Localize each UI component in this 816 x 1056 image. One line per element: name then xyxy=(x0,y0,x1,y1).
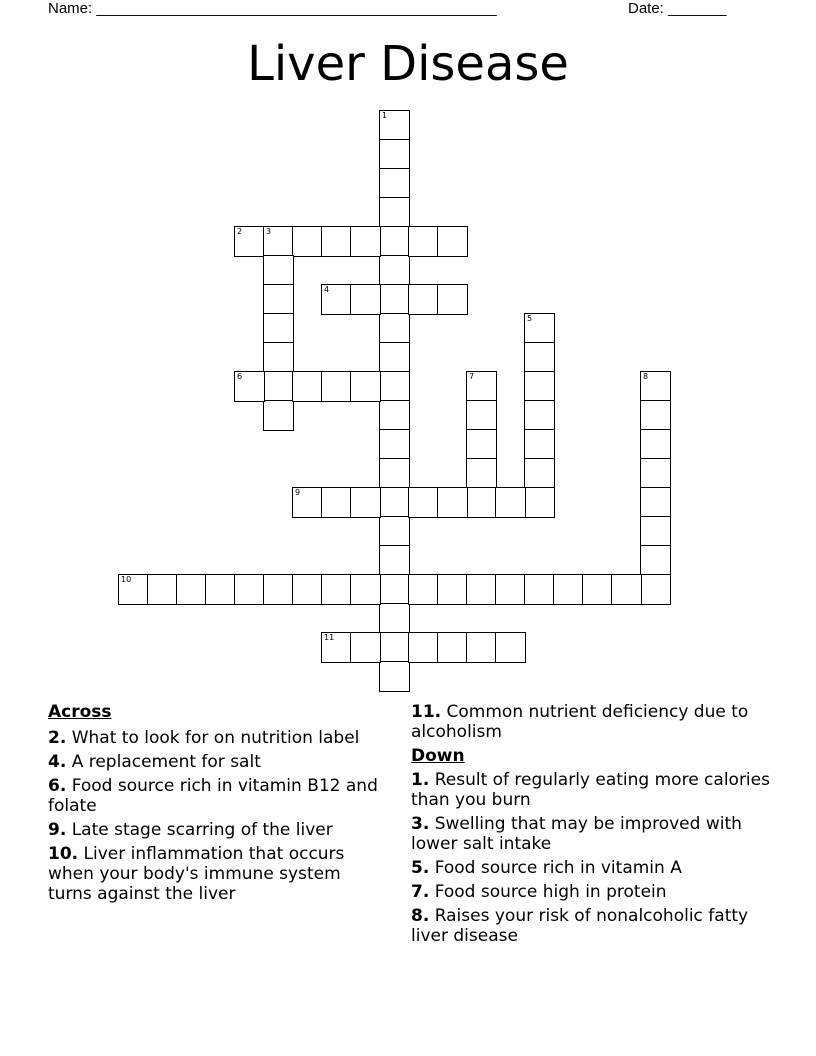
grid-cell[interactable] xyxy=(379,574,410,605)
clue-text: A replacement for salt xyxy=(71,752,261,772)
grid-cell[interactable] xyxy=(263,255,294,286)
grid-cell[interactable] xyxy=(234,574,265,605)
clue-text: Raises your risk of nonalcoholic fatty liver disease xyxy=(411,906,749,946)
grid-cell[interactable] xyxy=(234,371,265,402)
page-title: Liver Disease xyxy=(247,36,569,92)
clue-number: 4. xyxy=(48,752,67,772)
grid-cell[interactable] xyxy=(437,284,468,315)
grid-cell[interactable] xyxy=(466,574,497,605)
grid-cell[interactable] xyxy=(408,284,439,315)
grid-cell[interactable] xyxy=(379,516,410,547)
grid-cell[interactable] xyxy=(379,139,410,170)
cell-number: 5 xyxy=(527,314,533,323)
clue-text: Late stage scarring of the liver xyxy=(71,820,333,840)
grid-cell[interactable] xyxy=(321,487,352,518)
grid-cell[interactable] xyxy=(524,371,555,402)
clue-down-8 xyxy=(411,906,771,946)
grid-cell[interactable] xyxy=(292,487,323,518)
grid-cell[interactable] xyxy=(379,226,410,257)
grid-cell[interactable] xyxy=(263,342,294,373)
clue-number: 9. xyxy=(48,820,67,840)
grid-cell[interactable] xyxy=(379,342,410,373)
grid-cell[interactable] xyxy=(437,226,468,257)
grid-cell[interactable] xyxy=(466,458,497,489)
grid-cell[interactable] xyxy=(466,371,497,402)
grid-cell[interactable] xyxy=(524,342,555,373)
grid-cell[interactable] xyxy=(379,632,410,663)
grid-cell[interactable] xyxy=(263,574,294,605)
across-heading: Across xyxy=(48,702,112,722)
clue-across-11 xyxy=(411,702,771,742)
grid-cell[interactable] xyxy=(408,487,439,518)
clue-text: Common nutrient deficiency due to alcoholism xyxy=(411,702,749,742)
grid-cell[interactable] xyxy=(524,487,555,518)
grid-cell[interactable] xyxy=(379,284,410,315)
grid-cell[interactable] xyxy=(350,632,381,663)
grid-cell[interactable] xyxy=(234,226,265,257)
grid-cell[interactable] xyxy=(640,371,671,402)
grid-cell[interactable] xyxy=(118,574,149,605)
grid-cell[interactable] xyxy=(640,487,671,518)
grid-cell[interactable] xyxy=(553,574,584,605)
grid-cell[interactable] xyxy=(640,574,671,605)
clue-text: Result of regularly eating more calories than you burn xyxy=(411,770,770,810)
clue-across-9 xyxy=(48,820,383,840)
grid-cell[interactable] xyxy=(408,574,439,605)
grid-cell[interactable] xyxy=(379,255,410,286)
cell-number: 3 xyxy=(266,227,272,236)
grid-cell[interactable] xyxy=(466,632,497,663)
grid-cell[interactable] xyxy=(379,545,410,576)
grid-cell[interactable] xyxy=(611,574,642,605)
clue-number: 5. xyxy=(411,858,430,878)
clue-across-2 xyxy=(48,728,383,748)
grid-cell[interactable] xyxy=(495,574,526,605)
grid-cell[interactable] xyxy=(640,400,671,431)
clue-number: 10. xyxy=(48,844,79,864)
clue-across-10 xyxy=(48,844,383,904)
grid-cell[interactable] xyxy=(379,371,410,402)
cell-number: 9 xyxy=(295,488,301,497)
grid-cell[interactable] xyxy=(495,632,526,663)
grid-cell[interactable] xyxy=(379,661,410,692)
grid-cell[interactable] xyxy=(640,429,671,460)
clue-across-6 xyxy=(48,776,383,816)
cell-number: 11 xyxy=(324,633,335,642)
name-field[interactable]: Name: ________________________________________________ xyxy=(48,0,497,17)
grid-cell[interactable] xyxy=(379,313,410,344)
grid-cell[interactable] xyxy=(437,574,468,605)
grid-cell[interactable] xyxy=(292,574,323,605)
grid-cell[interactable] xyxy=(263,371,294,402)
cell-number: 8 xyxy=(643,372,649,381)
clues-column-left xyxy=(48,702,383,908)
down-heading: Down xyxy=(411,746,465,766)
grid-cell[interactable] xyxy=(263,400,294,431)
grid-cell[interactable] xyxy=(379,458,410,489)
clue-number: 7. xyxy=(411,882,430,902)
grid-cell[interactable] xyxy=(263,313,294,344)
grid-cell[interactable] xyxy=(379,603,410,634)
grid-cell[interactable] xyxy=(147,574,178,605)
grid-cell[interactable] xyxy=(321,226,352,257)
clue-down-1 xyxy=(411,770,771,810)
clue-number: 8. xyxy=(411,906,430,926)
cell-number: 6 xyxy=(237,372,243,381)
grid-cell[interactable] xyxy=(582,574,613,605)
grid-cell[interactable] xyxy=(466,429,497,460)
grid-cell[interactable] xyxy=(350,226,381,257)
clue-down-3 xyxy=(411,814,771,854)
grid-cell[interactable] xyxy=(350,284,381,315)
grid-cell[interactable] xyxy=(437,632,468,663)
grid-cell[interactable] xyxy=(524,574,555,605)
date-field[interactable]: Date: _______ xyxy=(628,0,727,17)
grid-cell[interactable] xyxy=(205,574,236,605)
grid-cell[interactable] xyxy=(379,110,410,141)
cell-number: 2 xyxy=(237,227,243,236)
clue-number: 3. xyxy=(411,814,430,834)
clue-text: Swelling that may be improved with lower salt intake xyxy=(411,814,742,854)
clue-down-7 xyxy=(411,882,771,902)
clue-down-5 xyxy=(411,858,771,878)
grid-cell[interactable] xyxy=(640,516,671,547)
clue-text: Food source rich in vitamin A xyxy=(434,858,682,878)
grid-cell[interactable] xyxy=(466,400,497,431)
clues-column-right xyxy=(411,702,771,950)
clue-text: Liver inflammation that occurs when your body's immune system turns against the liver xyxy=(48,844,345,904)
grid-cell[interactable] xyxy=(321,632,352,663)
grid-cell[interactable] xyxy=(524,429,555,460)
grid-cell[interactable] xyxy=(466,487,497,518)
clue-number: 2. xyxy=(48,728,67,748)
grid-cell[interactable] xyxy=(350,371,381,402)
clue-number: 1. xyxy=(411,770,430,790)
clue-across-4 xyxy=(48,752,383,772)
grid-cell[interactable] xyxy=(495,487,526,518)
grid-cell[interactable] xyxy=(379,429,410,460)
grid-cell[interactable] xyxy=(176,574,207,605)
grid-cell[interactable] xyxy=(263,284,294,315)
grid-cell[interactable] xyxy=(321,284,352,315)
grid-cell[interactable] xyxy=(524,313,555,344)
cell-number: 1 xyxy=(382,111,388,120)
clue-number: 6. xyxy=(48,776,67,796)
grid-cell[interactable] xyxy=(379,197,410,228)
cell-number: 7 xyxy=(469,372,475,381)
grid-cell[interactable] xyxy=(379,168,410,199)
grid-cell[interactable] xyxy=(321,574,352,605)
grid-cell[interactable] xyxy=(640,458,671,489)
cell-number: 4 xyxy=(324,285,330,294)
grid-cell[interactable] xyxy=(321,371,352,402)
clue-text: What to look for on nutrition label xyxy=(71,728,360,748)
clue-text: Food source high in protein xyxy=(434,882,667,902)
grid-cell[interactable] xyxy=(292,371,323,402)
grid-cell[interactable] xyxy=(350,574,381,605)
cell-number: 10 xyxy=(121,575,132,584)
grid-cell[interactable] xyxy=(524,458,555,489)
clue-number: 11. xyxy=(411,702,442,722)
grid-cell[interactable] xyxy=(640,545,671,576)
grid-cell[interactable] xyxy=(379,487,410,518)
grid-cell[interactable] xyxy=(524,400,555,431)
grid-cell[interactable] xyxy=(408,226,439,257)
grid-cell[interactable] xyxy=(350,487,381,518)
grid-cell[interactable] xyxy=(437,487,468,518)
grid-cell[interactable] xyxy=(408,632,439,663)
grid-cell[interactable] xyxy=(379,400,410,431)
grid-cell[interactable] xyxy=(263,226,294,257)
clue-text: Food source rich in vitamin B12 and folate xyxy=(48,776,378,816)
grid-cell[interactable] xyxy=(292,226,323,257)
